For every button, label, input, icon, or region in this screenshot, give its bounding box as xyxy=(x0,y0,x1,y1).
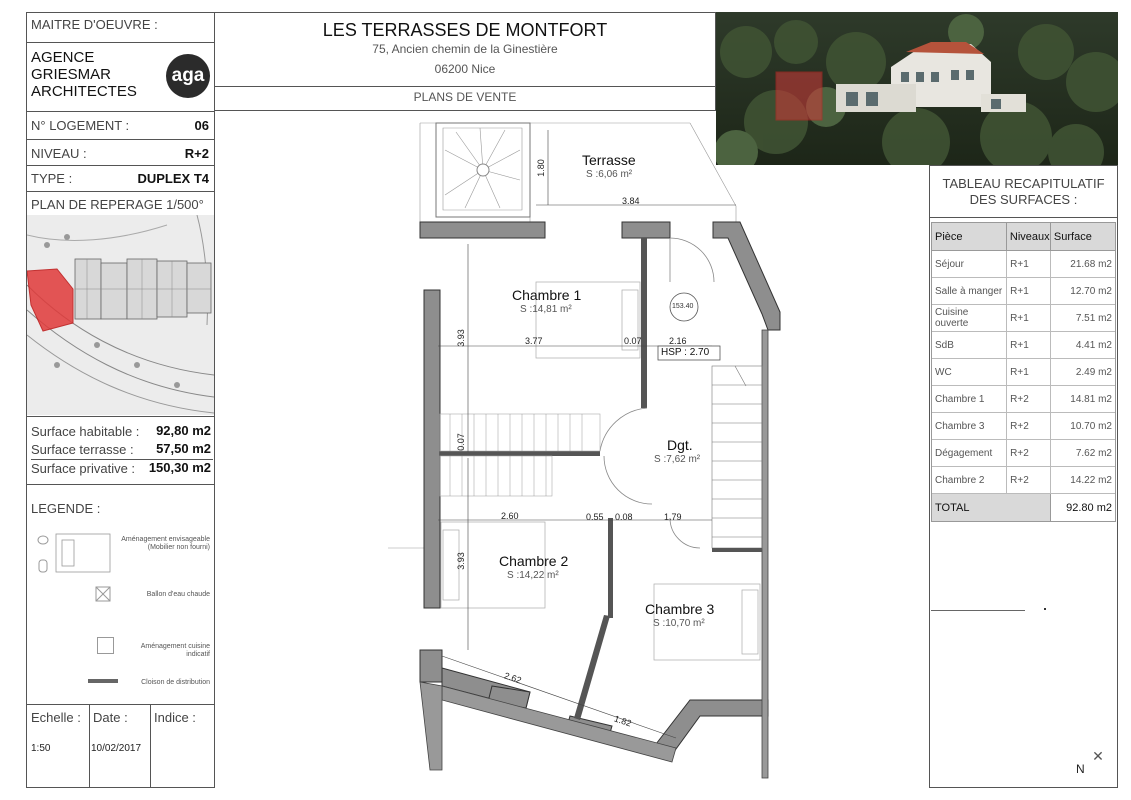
surface-habitable-value: 92,80 m2 xyxy=(156,423,211,438)
divider xyxy=(150,704,151,788)
agency-logo xyxy=(166,54,210,98)
dim-1-80: 1.80 xyxy=(535,159,546,177)
divider xyxy=(26,484,215,485)
project-address-1: 75, Ancien chemin de la Ginestière xyxy=(372,42,558,56)
cell-niveau: R+2 xyxy=(1007,440,1051,466)
table-row xyxy=(932,251,1115,278)
cell-surface: 14.22 m2 xyxy=(1070,474,1112,486)
cell-niveau: R+2 xyxy=(1007,467,1051,493)
project-address-2: 06200 Nice xyxy=(434,62,496,76)
cell-surface: 14.81 m2 xyxy=(1070,393,1112,405)
divider xyxy=(214,86,716,87)
cell-niveau: R+2 xyxy=(1007,413,1051,439)
cell-niveau: R+2 xyxy=(1007,386,1051,412)
surface-habitable-label: Surface habitable : xyxy=(31,424,140,439)
niveau-value: R+2 xyxy=(184,146,209,161)
surfaces-table xyxy=(931,222,1116,522)
logo-text: aga xyxy=(171,65,205,86)
legende-label: LEGENDE : xyxy=(31,501,101,516)
indice-label: Indice : xyxy=(154,710,196,725)
decorative-line xyxy=(931,610,1025,611)
header-surface: Surface xyxy=(1053,230,1092,243)
cell-niveau: R+1 xyxy=(1007,332,1051,358)
type-value: DUPLEX T4 xyxy=(137,171,209,186)
room-chambre2-name: Chambre 2 xyxy=(499,553,569,569)
room-terrasse-surface: S :6,06 m² xyxy=(586,169,633,180)
site-plan-map xyxy=(27,215,214,415)
header-piece: Pièce xyxy=(932,223,1007,250)
cell-piece: Cuisine ouverte xyxy=(932,305,1007,331)
legend-boiler-icon xyxy=(95,586,111,602)
date-value: 10/02/2017 xyxy=(91,743,142,754)
agency-line-2: GRIESMAR xyxy=(31,66,112,83)
legend-kitchen-icon xyxy=(97,637,114,654)
cell-niveau: R+1 xyxy=(1007,359,1051,385)
table-title-line-1: TABLEAU RECAPITULATIF xyxy=(942,176,1105,191)
agency-line-1: AGENCE xyxy=(31,49,95,66)
surface-privative-value: 150,30 m2 xyxy=(148,460,211,475)
cell-surface: 12.70 m2 xyxy=(1070,285,1112,297)
room-chambre3-surface: S :10,70 m² xyxy=(653,618,705,629)
total-value: 92.80 m2 xyxy=(1066,501,1112,514)
header-niveaux: Niveaux xyxy=(1007,223,1051,250)
divider xyxy=(26,42,215,43)
room-chambre1-surface: S :14,81 m² xyxy=(520,304,572,315)
table-row xyxy=(932,305,1115,332)
cell-piece: Salle à manger xyxy=(932,278,1007,304)
room-terrasse-name: Terrasse xyxy=(582,152,636,168)
floor-plan xyxy=(380,111,800,781)
table-row xyxy=(932,440,1115,467)
divider xyxy=(26,191,215,192)
cell-niveau: R+1 xyxy=(1007,278,1051,304)
dim-0-07-b: 0.07 xyxy=(455,433,466,451)
table-body xyxy=(932,251,1115,494)
cell-niveau: R+1 xyxy=(1007,305,1051,331)
divider xyxy=(26,704,215,705)
dim-2-16: 2.16 xyxy=(669,336,687,346)
cell-niveau: R+1 xyxy=(1007,251,1051,277)
divider xyxy=(26,416,215,417)
room-chambre3-name: Chambre 3 xyxy=(645,601,715,617)
legend-boiler-text: Ballon d'eau chaude xyxy=(146,591,210,598)
surface-habitable xyxy=(31,423,213,441)
dim-3-93-bottom: 3.93 xyxy=(455,552,466,570)
cell-piece: SdB xyxy=(932,332,1007,358)
cell-surface: 7.51 m2 xyxy=(1075,312,1112,324)
dim-3-84: 3.84 xyxy=(622,196,640,206)
cell-surface: 10.70 m2 xyxy=(1070,420,1112,432)
divider xyxy=(89,704,90,788)
room-chambre1-name: Chambre 1 xyxy=(512,287,582,303)
logement-value: 06 xyxy=(194,118,209,133)
dim-0-07-a: 0.07 xyxy=(624,336,642,346)
legend-furniture-text: Aménagement envisageable (Mobilier non fourni) xyxy=(121,536,210,551)
cell-piece: Chambre 3 xyxy=(932,413,1007,439)
legend-furniture-icon xyxy=(36,530,116,580)
north-label: N xyxy=(1076,762,1085,776)
table-row xyxy=(932,359,1115,386)
cell-piece: Chambre 1 xyxy=(932,386,1007,412)
plans-subtitle: PLANS DE VENTE xyxy=(413,90,517,104)
echelle-value: 1:50 xyxy=(31,743,51,754)
level-mark: 153.40 xyxy=(672,303,694,310)
dim-1-82: 1.82 xyxy=(612,713,633,729)
cell-surface: 4.41 m2 xyxy=(1075,339,1112,351)
cell-piece: Dégagement xyxy=(932,440,1007,466)
dim-0-08: 0.08 xyxy=(615,512,633,522)
table-header-row xyxy=(932,223,1115,251)
cell-surface: 21.68 m2 xyxy=(1070,258,1112,270)
dim-3-93-top: 3.93 xyxy=(455,329,466,347)
total-label: TOTAL xyxy=(932,494,1051,521)
surface-privative xyxy=(31,460,213,478)
echelle-label: Echelle : xyxy=(31,710,81,725)
agency-line-3: ARCHITECTES xyxy=(31,83,137,100)
dim-1-79: 1.79 xyxy=(664,512,682,522)
table-row xyxy=(932,386,1115,413)
cell-surface: 2.49 m2 xyxy=(1075,366,1112,378)
hsp-label: HSP : 2.70 xyxy=(661,347,710,358)
type-label: TYPE : xyxy=(31,171,73,186)
cell-piece: Chambre 2 xyxy=(932,467,1007,493)
surface-privative-label: Surface privative : xyxy=(31,461,136,476)
date-label: Date : xyxy=(93,710,128,725)
table-title-line-2: DES SURFACES : xyxy=(969,192,1078,207)
cell-piece: WC xyxy=(932,359,1007,385)
dim-0-55: 0.55 xyxy=(586,512,604,522)
cell-piece: Séjour xyxy=(932,251,1007,277)
dot-mark xyxy=(1044,608,1046,610)
north-icon: ✕ xyxy=(1092,748,1104,764)
room-dgt-surface: S :7,62 m² xyxy=(654,454,701,465)
dim-2-60: 2.60 xyxy=(501,511,519,521)
logement-label: N° LOGEMENT : xyxy=(31,118,130,133)
table-total-row xyxy=(932,494,1115,521)
table-title xyxy=(929,176,1118,208)
room-dgt-name: Dgt. xyxy=(667,437,693,453)
table-row xyxy=(932,413,1115,440)
room-chambre2-surface: S :14,22 m² xyxy=(507,570,559,581)
surface-terrasse-label: Surface terrasse : xyxy=(31,442,134,457)
legend-partition-text: Cloison de distribution xyxy=(141,679,210,686)
legend-kitchen-text: Aménagement cuisine indicatif xyxy=(140,643,210,658)
project-title: LES TERRASSES DE MONTFORT xyxy=(322,20,608,40)
table-row xyxy=(932,332,1115,359)
surface-terrasse xyxy=(31,441,213,460)
dim-2-62: 2.62 xyxy=(502,670,523,686)
maitre-label: MAITRE D'OEUVRE : xyxy=(31,17,158,32)
divider xyxy=(26,165,215,166)
cell-surface: 7.62 m2 xyxy=(1075,447,1112,459)
divider xyxy=(929,217,1118,218)
table-row xyxy=(932,278,1115,305)
surface-terrasse-value: 57,50 m2 xyxy=(156,441,211,456)
dim-3-77: 3.77 xyxy=(525,336,543,346)
table-row xyxy=(932,467,1115,494)
legend-partition-icon xyxy=(88,679,118,683)
divider xyxy=(26,111,215,112)
agency-name xyxy=(31,49,137,100)
reperage-label: PLAN DE REPERAGE 1/500° xyxy=(31,197,204,212)
divider xyxy=(26,139,215,140)
niveau-label: NIVEAU : xyxy=(31,146,87,161)
